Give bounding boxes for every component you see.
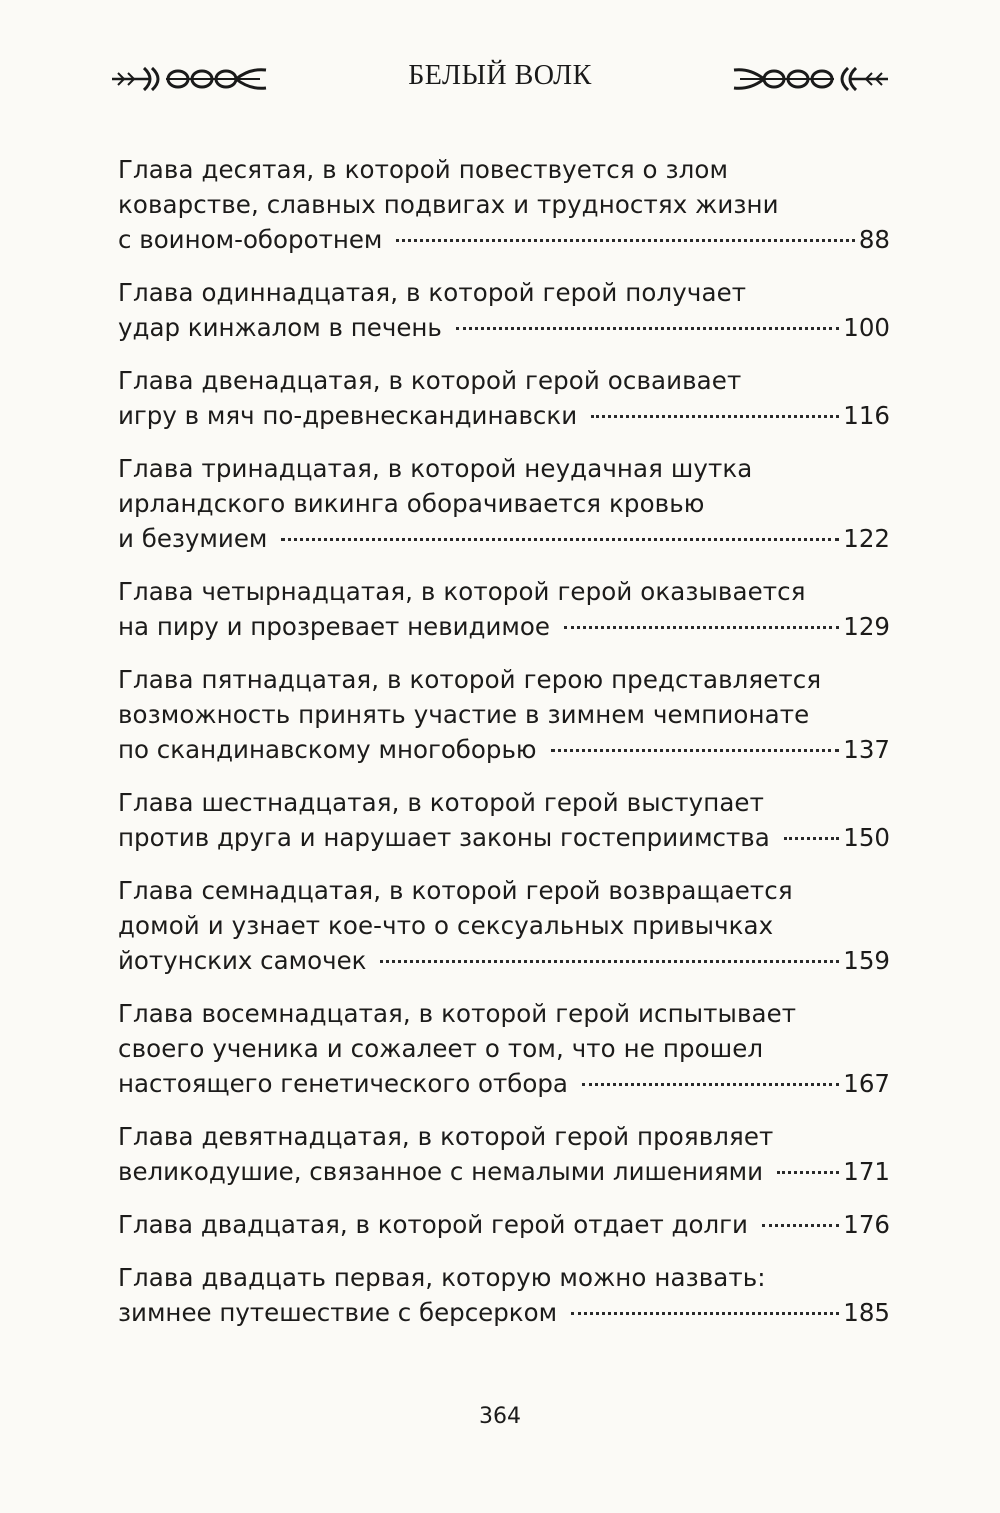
toc-entry-title-line: Глава двадцать первая, которую можно назвать: [118,1263,766,1292]
toc-entry [118,1207,890,1242]
toc-entry-title-line: настоящего генетического отбора [118,1069,568,1098]
toc-entry-title-line: великодушие, связанное с немалыми лишениями [118,1157,764,1186]
toc-entry-title-line: с воином-оборотнем [118,225,383,254]
toc-entry-last-line [118,609,890,644]
toc-entry [118,996,890,1101]
toc-entry-last-line [118,1295,890,1330]
toc-entry-title-line: возможность принять участие в зимнем чемпионате [118,700,810,729]
toc-entry-page-number: 88 [858,225,890,254]
toc-entry-title-line: Глава десятая, в которой повествуется о злом [118,155,729,184]
toc-entry-title-line: Глава шестнадцатая, в которой герой выступает [118,788,764,817]
toc-entry-page-number: 122 [843,524,890,553]
toc-entry-title-line: игру в мяч по-древнескандинавски [118,401,578,430]
dot-leader [456,327,839,330]
toc-entry [118,873,890,978]
toc-entry [118,363,890,433]
toc-entry-title-line: домой и узнает кое-что о сексуальных привычках [118,911,774,940]
toc-entry-title-line: Глава четырнадцатая, в которой герой оказывается [118,577,806,606]
toc-entry-page-number: 129 [843,612,890,641]
toc-entry [118,451,890,556]
dot-leader [551,749,840,752]
toc-entry-last-line [118,1066,890,1101]
toc-entry-last-line [118,943,890,978]
toc-entry-title-line: и безумием [118,524,268,553]
toc-entry-title-line: Глава двадцатая, в которой герой отдает долги [118,1210,748,1239]
dot-leader [564,626,839,629]
page-number: 364 [479,1404,521,1429]
dot-leader [380,960,839,963]
dot-leader [281,538,839,541]
toc-entry-title-line: Глава пятнадцатая, в которой герою представляется [118,665,822,694]
toc-entry-title-line: Глава девятнадцатая, в которой герой проявляет [118,1122,774,1151]
running-header [110,58,890,102]
dot-leader [591,415,839,418]
toc-entry-page-number: 171 [843,1157,890,1186]
toc-entry-title-line: своего ученика и сожалеет о том, что не прошел [118,1034,764,1063]
toc-entry-last-line [118,521,890,556]
dot-leader [582,1083,839,1086]
toc-entry-last-line [118,1207,890,1242]
toc-entry-last-line [118,820,890,855]
toc-entry-page-number: 159 [843,946,890,975]
toc-entry-page-number: 176 [843,1210,890,1239]
toc-entry-title-line: коварстве, славных подвигах и трудностях жизни [118,190,779,219]
toc-entry [118,785,890,855]
dot-leader [762,1224,839,1227]
dot-leader [571,1312,839,1315]
dot-leader [396,239,854,242]
toc-entry [118,1119,890,1189]
toc-entry-title-line: против друга и нарушает законы гостеприимства [118,823,770,852]
toc-entry-title-line: удар кинжалом в печень [118,313,442,342]
toc-entry-last-line [118,1154,890,1189]
toc-entry-page-number: 100 [843,313,890,342]
toc-entry-title-line: Глава тринадцатая, в которой неудачная шутка [118,454,753,483]
toc-entry [118,152,890,257]
toc-entry [118,574,890,644]
toc-entry-title-line: на пиру и прозревает невидимое [118,612,550,641]
toc-entry [118,662,890,767]
toc-entry-page-number: 137 [843,735,890,764]
toc-entry-last-line [118,222,890,257]
toc-entry-last-line [118,732,890,767]
ornament-right-icon [730,62,890,96]
toc-entry-title-line: Глава восемнадцатая, в которой герой испытывает [118,999,797,1028]
dot-leader [777,1171,839,1174]
toc-entry [118,275,890,345]
toc-entry-title-line: Глава одиннадцатая, в которой герой получает [118,278,747,307]
toc-entry-last-line [118,310,890,345]
table-of-contents [118,152,890,1348]
running-header-title: БЕЛЫЙ ВОЛК [408,60,592,91]
toc-entry-page-number: 167 [843,1069,890,1098]
toc-entry-title-line: по скандинавскому многоборью [118,735,537,764]
toc-entry-page-number: 116 [843,401,890,430]
toc-entry-page-number: 185 [843,1298,890,1327]
dot-leader [784,837,839,840]
toc-entry-page-number: 150 [843,823,890,852]
toc-entry-title-line: зимнее путешествие с берсерком [118,1298,558,1327]
toc-entry-title-line: йотунских самочек [118,946,367,975]
toc-entry-title-line: Глава семнадцатая, в которой герой возвращается [118,876,793,905]
toc-entry-last-line [118,398,890,433]
toc-entry-title-line: ирландского викинга оборачивается кровью [118,489,705,518]
toc-entry [118,1260,890,1330]
toc-entry-title-line: Глава двенадцатая, в которой герой осваивает [118,366,742,395]
